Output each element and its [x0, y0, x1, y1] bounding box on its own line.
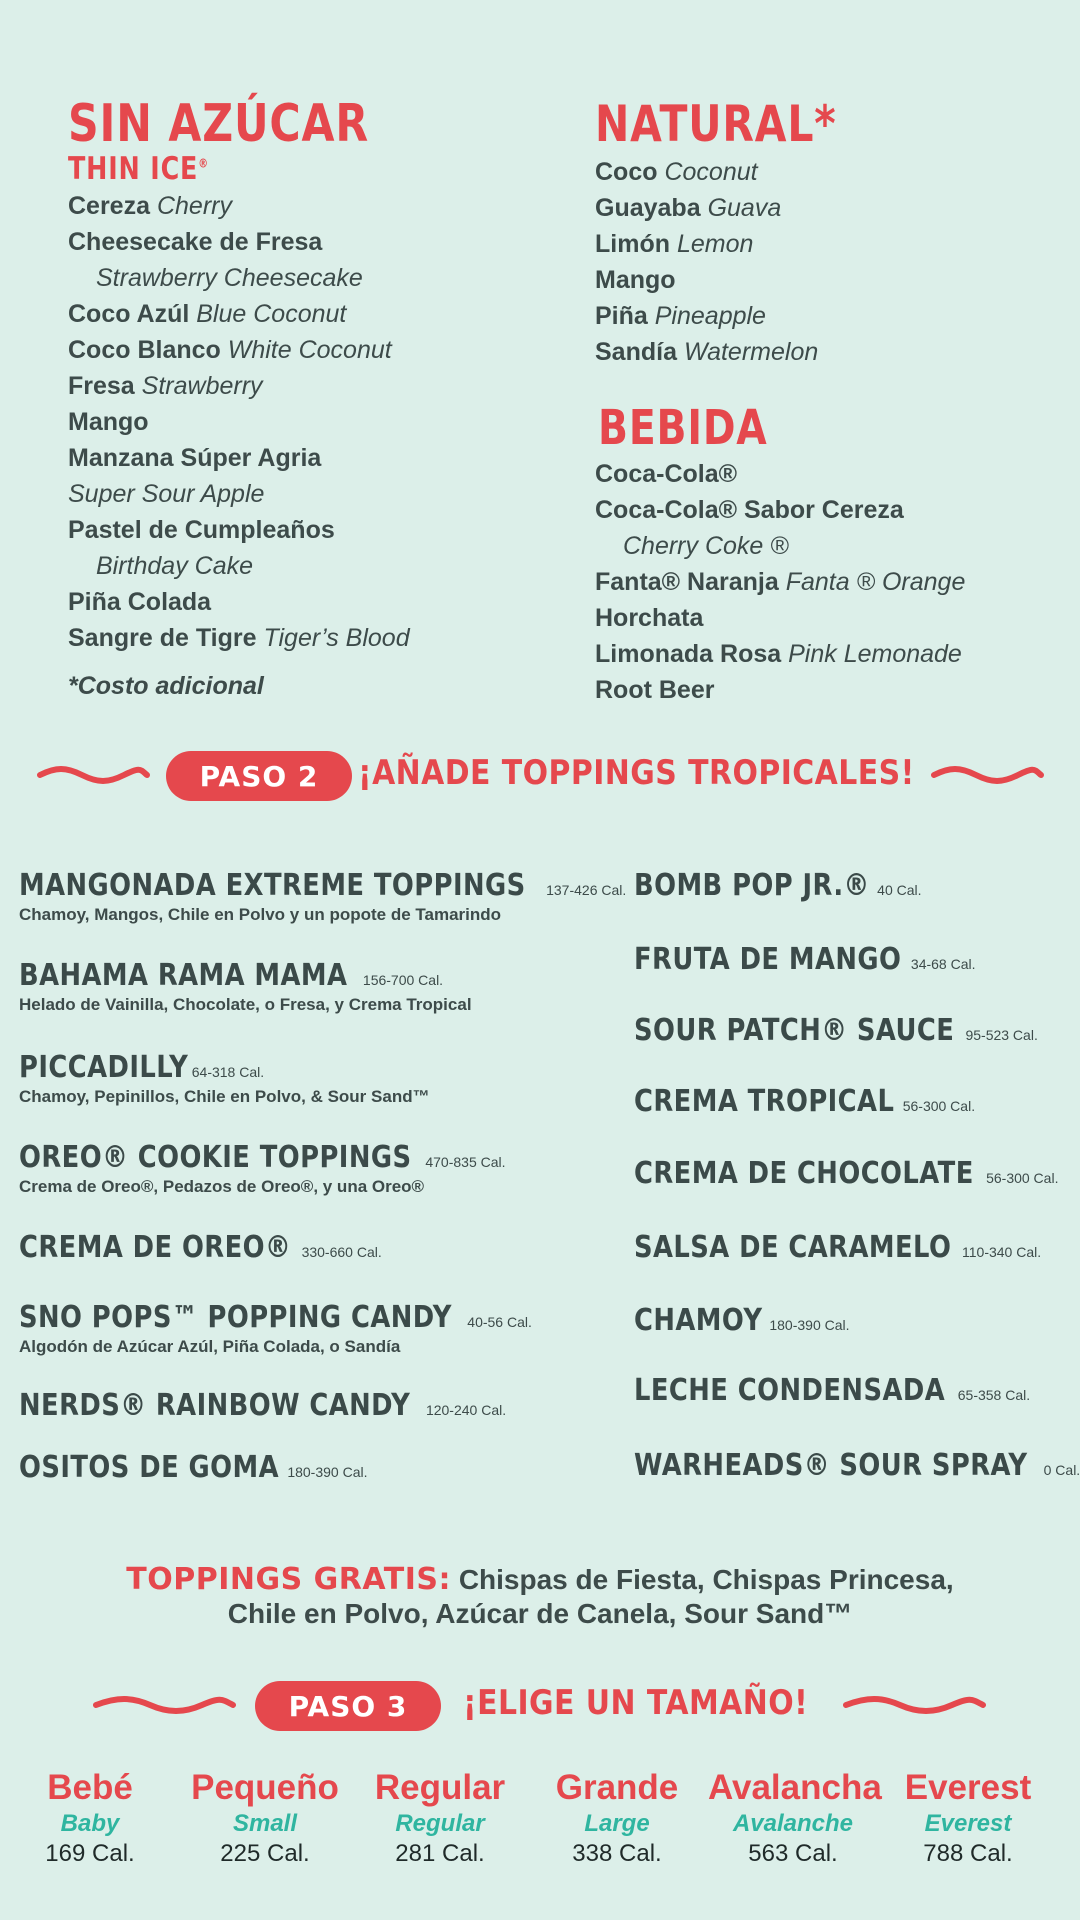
topping-name: LECHE CONDENSADA [634, 1373, 946, 1408]
topping-item [19, 1450, 368, 1485]
size-name-en: Everest [924, 1810, 1012, 1837]
topping-calories: 110-340 Cal. [962, 1244, 1042, 1260]
topping-calories: 137-426 Cal. [546, 882, 627, 898]
flavor-name-es: Mango [68, 408, 149, 436]
topping-item [19, 1230, 382, 1265]
natural-flavor [595, 190, 890, 226]
topping-item [634, 868, 922, 903]
step2-title: ¡AÑADE TOPPINGS TROPICALES! [358, 753, 915, 793]
flavor-name-en: Strawberry Cheesecake [96, 264, 363, 292]
topping-item [634, 1156, 1058, 1191]
topping-header [634, 1230, 1041, 1265]
sin-azucar-flavor [68, 440, 435, 476]
topping-name: BAHAMA RAMA MAMA [19, 958, 348, 993]
bebida-item [595, 456, 965, 492]
topping-item [634, 1013, 1038, 1048]
sin-azucar-flavor [68, 296, 435, 332]
flavor-name-es: Sandía [595, 338, 677, 366]
left-squiggle-decoration [36, 763, 151, 787]
size-option [708, 1768, 882, 1868]
bebida-item [595, 492, 965, 528]
sin-azucar-flavor [68, 260, 435, 296]
size-calories: 169 Cal. [45, 1840, 135, 1867]
topping-item [634, 1303, 850, 1338]
sin-azucar-flavor [68, 404, 435, 440]
topping-header [19, 1050, 430, 1085]
size-name-es: Grande [555, 1768, 679, 1807]
flavor-name-en: Watermelon [683, 338, 819, 366]
size-option [5, 1768, 175, 1868]
flavor-name-es: Coca-Cola® Sabor Cereza [595, 496, 904, 524]
topping-name: SALSA DE CARAMELO [634, 1230, 952, 1265]
flavor-name-en: Blue Coconut [196, 300, 347, 328]
topping-description: Algodón de Azúcar Azúl, Piña Colada, o Sandía [19, 1337, 401, 1356]
topping-name: SNO POPS™ POPPING CANDY [19, 1300, 452, 1335]
thin-ice-label: THIN ICE [68, 151, 199, 187]
flavor-name-en: Strawberry [141, 372, 263, 400]
sin-azucar-section [68, 94, 435, 701]
topping-item [634, 1230, 1041, 1265]
step3-title: ¡ELIGE UN TAMAÑO! [463, 1683, 809, 1723]
sin-azucar-flavor [68, 188, 435, 224]
natural-flavor [595, 262, 890, 298]
flavor-name-en: Lemon [676, 230, 754, 258]
topping-calories: 56-300 Cal. [902, 1098, 976, 1114]
sin-azucar-flavor [68, 332, 435, 368]
size-calories: 788 Cal. [923, 1840, 1013, 1867]
topping-header [19, 1450, 368, 1485]
size-calories: 225 Cal. [220, 1840, 310, 1867]
topping-header [19, 1388, 506, 1423]
size-name-es: Regular [374, 1768, 506, 1807]
bebida-section [595, 400, 966, 708]
costo-adicional-note: *Costo adicional [68, 672, 264, 700]
topping-description: Chamoy, Pepinillos, Chile en Polvo, & Sour Sand™ [19, 1087, 430, 1106]
topping-header [19, 868, 626, 903]
topping-item [19, 868, 626, 925]
sin-azucar-flavor [68, 512, 435, 548]
topping-item [634, 1084, 975, 1119]
topping-calories: 120-240 Cal. [425, 1402, 507, 1418]
topping-calories: 65-358 Cal. [957, 1387, 1031, 1403]
flavor-name-es: Coco [595, 158, 658, 186]
topping-name: OREO® COOKIE TOPPINGS [19, 1140, 412, 1175]
topping-item [19, 1140, 506, 1197]
topping-header [19, 1230, 382, 1265]
flavor-name-es: Guayaba [595, 194, 701, 222]
size-option [180, 1768, 350, 1868]
topping-name: OSITOS DE GOMA [19, 1450, 280, 1485]
flavor-name-es: Fanta® Naranja [595, 568, 779, 596]
right-squiggle-decoration [930, 763, 1045, 787]
thin-ice-mark: ® [198, 156, 209, 171]
topping-description: Helado de Vainilla, Chocolate, o Fresa, y Crema Tropical [19, 995, 472, 1014]
flavor-name-es: Mango [595, 266, 676, 294]
free-toppings [0, 1563, 1080, 1631]
size-name-es: Everest [904, 1768, 1032, 1807]
sin-azucar-flavor [68, 224, 435, 260]
flavor-name-en: Guava [707, 194, 782, 222]
size-option [883, 1768, 1053, 1868]
flavor-name-en: Tiger’s Blood [263, 624, 410, 652]
topping-item [19, 1050, 430, 1107]
topping-name: BOMB POP JR.® [634, 868, 870, 903]
topping-item [19, 1388, 506, 1423]
flavor-name-en: Birthday Cake [96, 552, 254, 580]
size-name-en: Small [232, 1810, 298, 1837]
topping-item [19, 1300, 532, 1357]
sin-azucar-flavor [68, 476, 435, 512]
free-toppings-label: TOPPINGS GRATIS: [126, 1562, 452, 1597]
topping-calories: 156-700 Cal. [362, 972, 444, 988]
flavor-name-en: Cherry Coke ® [623, 532, 789, 560]
flavor-name-es: Root Beer [595, 676, 715, 704]
size-name-en: Avalanche [732, 1810, 854, 1837]
topping-header [19, 958, 472, 993]
flavor-name-es: Cheesecake de Fresa [68, 228, 323, 256]
flavor-name-es: Coco Azúl [68, 300, 190, 328]
topping-header [634, 1303, 850, 1338]
topping-header [19, 1140, 506, 1175]
flavor-name-es: Pastel de Cumpleaños [68, 516, 335, 544]
flavor-name-es: Cereza [68, 192, 150, 220]
flavor-name-es: Limón [595, 230, 670, 258]
topping-name: CREMA DE OREO® [19, 1230, 292, 1265]
flavor-name-es: Sangre de Tigre [68, 624, 257, 652]
paso-3-pill: PASO 3 [255, 1681, 441, 1731]
topping-header [634, 1373, 1030, 1408]
size-name-es: Bebé [47, 1768, 133, 1807]
size-calories: 338 Cal. [572, 1840, 662, 1867]
topping-header [634, 1156, 1058, 1191]
topping-calories: 56-300 Cal. [986, 1170, 1059, 1186]
topping-name: SOUR PATCH® SAUCE [634, 1013, 955, 1048]
size-calories: 281 Cal. [395, 1840, 485, 1867]
free-toppings-text-2: Chile en Polvo, Azúcar de Canela, Sour Sand™ [227, 1598, 853, 1629]
topping-description: Chamoy, Mangos, Chile en Polvo y un popote de Tamarindo [19, 905, 502, 924]
flavor-name-es: Fresa [68, 372, 135, 400]
step3-banner [0, 1675, 1080, 1735]
flavor-name-en: White Coconut [227, 336, 392, 364]
flavor-name-en: Cherry [156, 192, 232, 220]
natural-flavor [595, 334, 890, 370]
topping-description: Crema de Oreo®, Pedazos de Oreo®, y una Oreo® [19, 1177, 425, 1196]
topping-name: MANGONADA EXTREME TOPPINGS [19, 868, 526, 903]
topping-name: FRUTA DE MANGO [634, 942, 902, 977]
topping-header [634, 942, 976, 977]
topping-calories: 180-390 Cal. [769, 1317, 850, 1333]
size-calories: 563 Cal. [748, 1840, 838, 1867]
flavor-name-es: Limonada Rosa [595, 640, 782, 668]
flavor-name-es: Coca-Cola® [595, 460, 738, 488]
topping-item [19, 958, 472, 1015]
step2-banner [0, 745, 1080, 805]
topping-calories: 34-68 Cal. [910, 956, 976, 972]
sin-azucar-flavor [68, 548, 435, 584]
free-toppings-text-1: Chispas de Fiesta, Chispas Princesa, [458, 1564, 954, 1595]
topping-calories: 330-660 Cal. [301, 1244, 382, 1260]
size-name-en: Regular [395, 1810, 485, 1837]
flavor-name-es: Piña [595, 302, 648, 330]
topping-header [19, 1300, 532, 1335]
bebida-item [595, 564, 965, 600]
flavor-name-en: Pineapple [654, 302, 766, 330]
topping-calories: 40 Cal. [877, 882, 922, 898]
flavor-name-es: Piña Colada [68, 588, 212, 616]
topping-calories: 0 Cal. [1043, 1462, 1080, 1478]
bebida-item [595, 528, 965, 564]
topping-header [634, 1084, 975, 1119]
topping-calories: 180-390 Cal. [287, 1464, 368, 1480]
bebida-title: BEBIDA [598, 400, 768, 456]
size-name-en: Large [584, 1810, 650, 1837]
size-name-es: Avalancha [708, 1768, 882, 1807]
natural-flavor [595, 298, 890, 334]
free-toppings-line-1 [0, 1563, 1080, 1597]
sin-azucar-flavor [68, 584, 435, 620]
left-squiggle-decoration [92, 1693, 237, 1717]
natural-section [595, 94, 890, 370]
flavor-name-en: Fanta ® Orange [785, 568, 966, 596]
topping-item [634, 942, 976, 977]
sin-azucar-flavor [68, 620, 435, 656]
flavor-name-es: Coco Blanco [68, 336, 221, 364]
topping-calories: 40-56 Cal. [467, 1314, 532, 1330]
topping-header [634, 868, 922, 903]
flavor-name-en: Coconut [664, 158, 758, 186]
bebida-item [595, 600, 965, 636]
bebida-item [595, 672, 965, 708]
thin-ice-subtitle [68, 152, 369, 186]
natural-flavor [595, 154, 890, 190]
topping-name: CHAMOY [634, 1303, 763, 1338]
natural-title: NATURAL* [595, 95, 837, 153]
topping-calories: 95-523 Cal. [965, 1027, 1038, 1043]
paso-2-pill: PASO 2 [166, 751, 352, 801]
bebida-item [595, 636, 965, 672]
topping-calories: 470-835 Cal. [425, 1154, 506, 1170]
natural-list [595, 154, 890, 370]
topping-name: CREMA TROPICAL [634, 1084, 895, 1119]
topping-header [634, 1448, 1080, 1483]
flavor-name-en: Pink Lemonade [788, 640, 962, 668]
natural-flavor [595, 226, 890, 262]
right-squiggle-decoration [842, 1693, 987, 1717]
size-option [355, 1768, 525, 1868]
bebida-list [595, 456, 965, 708]
sin-azucar-title: SIN AZÚCAR [68, 94, 369, 154]
flavor-name-es: Horchata [595, 604, 704, 632]
topping-name: PICCADILLY [19, 1050, 189, 1085]
flavor-name-en: Super Sour Apple [68, 480, 265, 508]
flavor-name-es: Manzana Súper Agria [68, 444, 322, 472]
size-name-en: Baby [60, 1810, 120, 1837]
topping-calories: 64-318 Cal. [191, 1064, 265, 1080]
size-name-es: Pequeño [191, 1768, 339, 1807]
topping-item [634, 1373, 1030, 1408]
size-option [532, 1768, 702, 1868]
sin-azucar-list [68, 188, 435, 656]
topping-name: WARHEADS® SOUR SPRAY [634, 1448, 1028, 1483]
topping-name: CREMA DE CHOCOLATE [634, 1156, 974, 1191]
topping-item [634, 1448, 1080, 1483]
sin-azucar-flavor [68, 368, 435, 404]
topping-name: NERDS® RAINBOW CANDY [19, 1388, 411, 1423]
topping-header [634, 1013, 1038, 1048]
